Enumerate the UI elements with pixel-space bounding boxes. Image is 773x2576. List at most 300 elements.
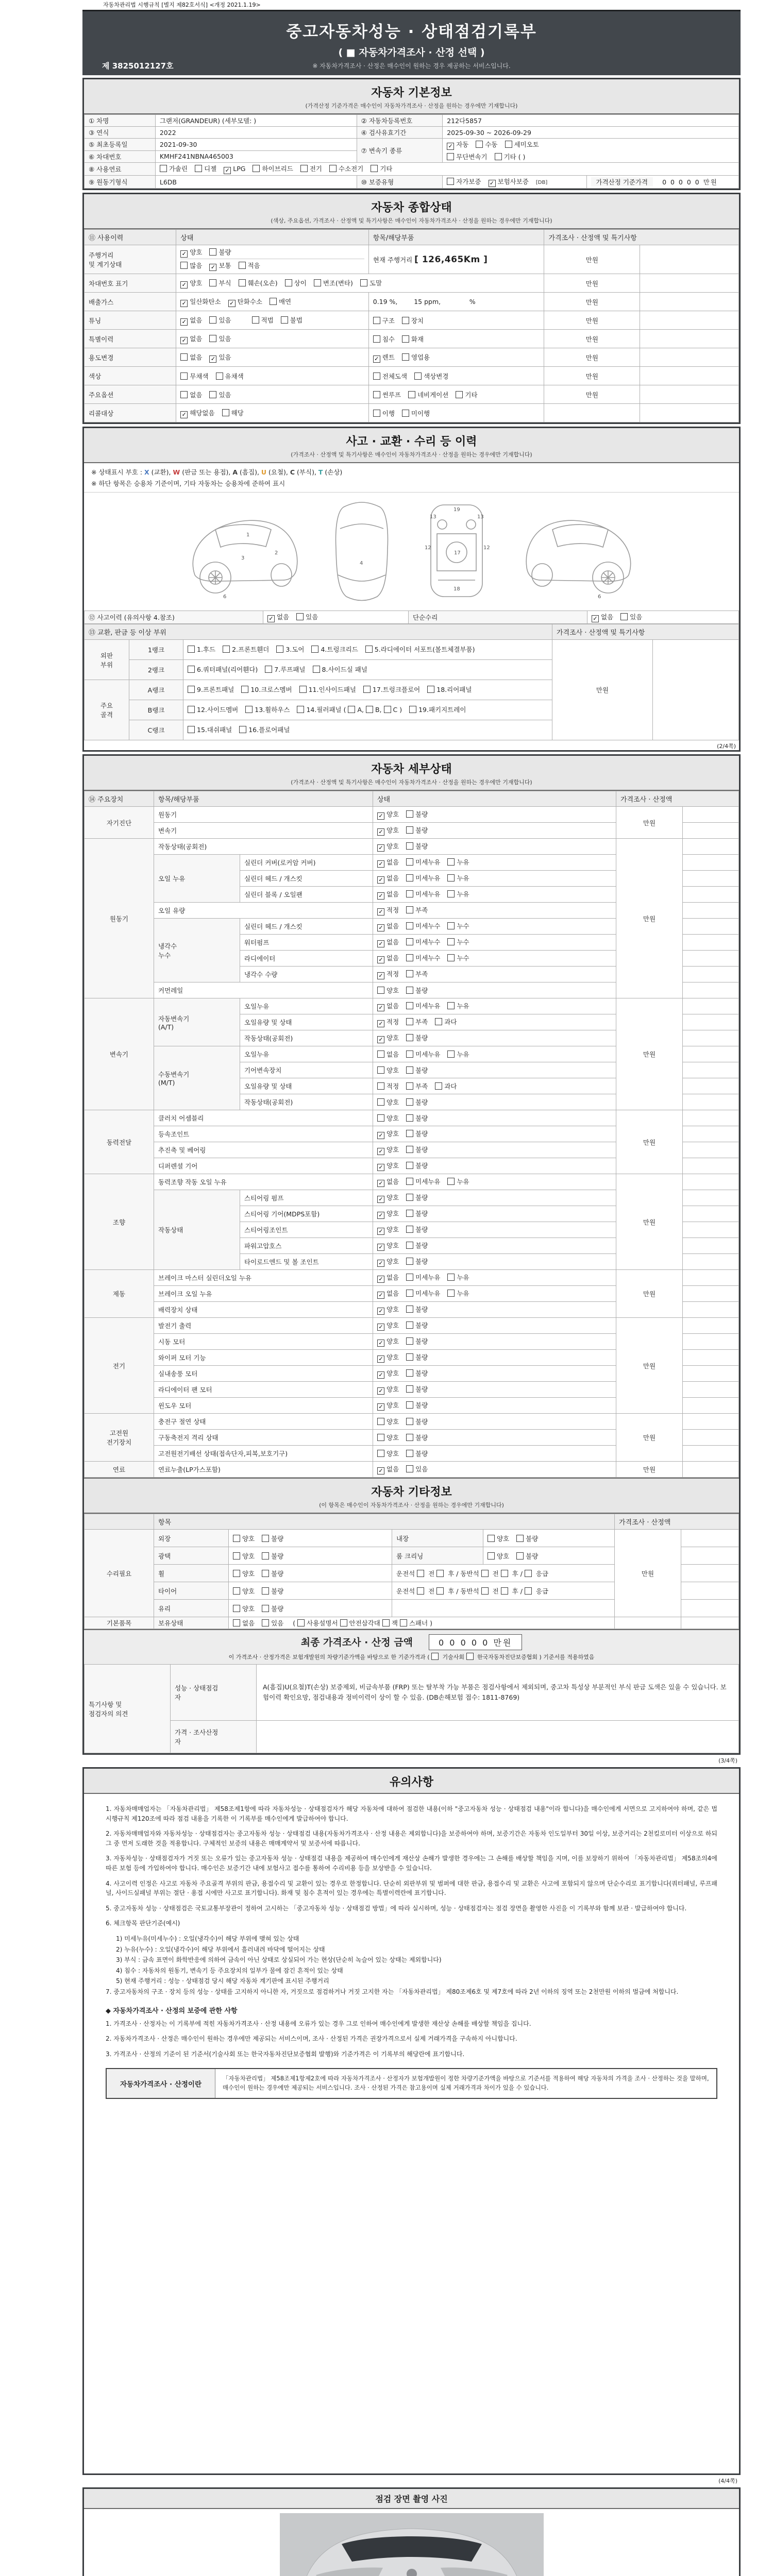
- checkbox-label: 양호: [497, 1552, 510, 1560]
- checkbox-label: 불량: [415, 1034, 428, 1042]
- checkbox-label: 양호: [386, 1210, 399, 1217]
- document-number: 제 3825012127호: [102, 61, 174, 71]
- checkbox[interactable]: [239, 279, 246, 286]
- checkbox[interactable]: [427, 686, 434, 693]
- checkbox[interactable]: [228, 300, 236, 307]
- checkbox-label: 없음: [386, 890, 399, 898]
- checkbox[interactable]: [233, 1552, 240, 1560]
- option-불량: [406, 1065, 428, 1075]
- checkbox[interactable]: [297, 706, 304, 713]
- checkbox-label: 양호: [386, 1385, 399, 1393]
- checkbox[interactable]: [377, 1114, 384, 1122]
- accident-history-section: [82, 427, 741, 752]
- checkbox[interactable]: [377, 876, 384, 884]
- checkbox[interactable]: [377, 1066, 384, 1074]
- checkbox[interactable]: [262, 1570, 269, 1577]
- table-row: 구동축전지 격리 상태 양호 불량: [85, 1430, 739, 1446]
- option-없음: [233, 1618, 255, 1628]
- status-code-legend: ※ 상태표시 부호 : X (교환), W (판금 또는 용접), A (흠집), U (요철), C (부식), T (손상) ※ 하단 항목은 승용차 기준이며, 기타 자동차는 승용차에 준하여 표시: [84, 463, 739, 493]
- option-양호: [488, 1551, 509, 1561]
- checkbox[interactable]: [188, 646, 195, 653]
- checkbox[interactable]: [406, 1082, 413, 1090]
- checkbox[interactable]: [373, 372, 380, 380]
- checkbox[interactable]: [285, 279, 292, 286]
- checkbox[interactable]: [233, 1587, 240, 1595]
- checkbox[interactable]: [216, 372, 223, 380]
- checkbox[interactable]: [233, 1619, 240, 1626]
- option-불량: [406, 841, 428, 851]
- checkbox[interactable]: [265, 666, 272, 673]
- checkbox[interactable]: [406, 1146, 413, 1153]
- checkbox[interactable]: [406, 1465, 413, 1472]
- checkbox[interactable]: [180, 411, 188, 418]
- checkbox[interactable]: [377, 1355, 384, 1363]
- checkbox[interactable]: [406, 1114, 413, 1122]
- option-누유: [447, 889, 469, 899]
- fuel-options: [155, 163, 738, 176]
- checkbox[interactable]: [223, 646, 230, 653]
- checkbox[interactable]: [406, 1242, 413, 1249]
- option-양호: [377, 1161, 399, 1171]
- checkbox-label: 불량: [271, 1569, 284, 1578]
- car-diagram-top: [326, 498, 398, 603]
- checkbox[interactable]: [402, 410, 409, 417]
- checkbox[interactable]: [377, 844, 384, 852]
- option-미세누유: [406, 1289, 440, 1298]
- checkbox[interactable]: [431, 1653, 439, 1660]
- checkbox[interactable]: [406, 842, 413, 850]
- checkbox[interactable]: [180, 372, 188, 380]
- checkbox[interactable]: [489, 180, 496, 187]
- checkbox[interactable]: [253, 165, 260, 172]
- option-불량: [406, 1241, 428, 1250]
- checkbox[interactable]: [245, 706, 253, 713]
- checkbox[interactable]: [406, 1290, 413, 1297]
- checkbox[interactable]: [377, 908, 384, 916]
- checkbox[interactable]: [620, 613, 628, 620]
- checkbox-label: 없음: [190, 391, 203, 399]
- checkbox[interactable]: [377, 1387, 384, 1395]
- checkbox[interactable]: [209, 355, 216, 363]
- checkbox[interactable]: [262, 1605, 269, 1612]
- checkbox[interactable]: [406, 1002, 413, 1009]
- svg-text:6: 6: [223, 594, 226, 600]
- checkbox[interactable]: [188, 666, 195, 673]
- option-LPG: [224, 165, 245, 174]
- checkbox[interactable]: [406, 1194, 413, 1201]
- table-row: 배력장치 상태 ✓ 양호 불량: [85, 1302, 739, 1318]
- option-양호: [377, 1033, 399, 1043]
- checkbox[interactable]: [373, 410, 380, 417]
- checkbox[interactable]: [476, 141, 483, 148]
- car-diagrams: [84, 493, 739, 611]
- checkbox[interactable]: [276, 646, 283, 653]
- checkbox[interactable]: [313, 666, 320, 673]
- checkbox[interactable]: [402, 353, 409, 361]
- checkbox[interactable]: [373, 391, 380, 398]
- checkbox[interactable]: [406, 1385, 413, 1393]
- checkbox-label: 양호: [386, 1130, 399, 1138]
- notice-item: 3) 부식 : 금속 표면이 화학반응에 의하여 금속이 아닌 상태로 상실되어 가는 현상(단순히 녹슬어 있는 상태는 제외합니다): [116, 1956, 442, 1964]
- checkbox[interactable]: [447, 1002, 455, 1009]
- checkbox[interactable]: [209, 264, 216, 271]
- checkbox[interactable]: [406, 1434, 413, 1441]
- table-row: 동력전달 클러치 어셈블리 양호 불량 만원: [85, 1110, 739, 1126]
- checkbox[interactable]: [296, 613, 304, 620]
- option-불량: [406, 1384, 428, 1394]
- checkbox[interactable]: [377, 956, 384, 963]
- option-불량: [406, 1320, 428, 1330]
- checkbox-label: 없음: [277, 613, 290, 621]
- checkbox[interactable]: [447, 1050, 455, 1058]
- checkbox[interactable]: [252, 316, 259, 324]
- checkbox[interactable]: [406, 1034, 413, 1041]
- checkbox[interactable]: [262, 1552, 269, 1560]
- table-row: 작동상태 스티어링 펌프 ✓ 양호 불량: [85, 1190, 739, 1206]
- checkbox[interactable]: [180, 300, 188, 307]
- checkbox[interactable]: [406, 890, 413, 897]
- option-누유: [447, 1001, 469, 1010]
- checkbox[interactable]: [505, 141, 512, 148]
- checkbox[interactable]: [447, 1290, 455, 1297]
- checkbox[interactable]: [270, 298, 277, 305]
- checkbox[interactable]: [377, 1004, 384, 1011]
- checkbox-label: 화재: [411, 335, 424, 343]
- checkbox[interactable]: [377, 1418, 384, 1425]
- checkbox[interactable]: [180, 281, 188, 289]
- checkbox-label: 부족: [415, 906, 428, 914]
- checkbox[interactable]: [402, 317, 409, 324]
- checkbox[interactable]: [435, 1018, 442, 1025]
- checkbox[interactable]: [406, 1130, 413, 1137]
- checkbox[interactable]: [180, 250, 188, 258]
- basic-info-note: (가격산정 기준가격은 매수인이 자동차가격조사 · 산정을 원하는 경우에만 기재합니다): [305, 103, 518, 109]
- checkbox[interactable]: [414, 372, 422, 380]
- checkbox-label: 불량: [415, 1194, 428, 1201]
- checkbox[interactable]: [377, 828, 384, 836]
- checkbox[interactable]: [406, 1098, 413, 1106]
- checkbox[interactable]: [377, 1276, 384, 1283]
- checkbox[interactable]: [447, 153, 454, 160]
- checkbox[interactable]: [195, 165, 202, 172]
- checkbox-label: 불량: [415, 1321, 428, 1329]
- checkbox[interactable]: [406, 1353, 413, 1361]
- checkbox[interactable]: [406, 1066, 413, 1074]
- checkbox[interactable]: [377, 1467, 384, 1475]
- checkbox[interactable]: [371, 165, 378, 172]
- checkbox[interactable]: [299, 686, 307, 693]
- option-미세누수: [406, 953, 440, 962]
- checkbox[interactable]: [373, 355, 380, 363]
- checkbox[interactable]: [406, 1321, 413, 1329]
- checkbox-label: 양호: [386, 1258, 399, 1265]
- checkbox[interactable]: [241, 686, 248, 693]
- checkbox-label: 불량: [415, 1353, 428, 1361]
- checkbox[interactable]: [209, 335, 216, 342]
- table-row: 추진축 및 베어링 ✓ 양호 불량: [85, 1142, 739, 1158]
- checkbox[interactable]: [406, 987, 413, 994]
- checkbox[interactable]: [456, 391, 463, 398]
- checkbox[interactable]: [363, 686, 371, 693]
- checkbox[interactable]: [377, 1292, 384, 1299]
- checkbox[interactable]: [377, 1308, 384, 1315]
- checkbox[interactable]: [495, 153, 502, 160]
- basic-info-section: [82, 78, 741, 190]
- final-price-value: 0 0 0 0 0 만원: [429, 1634, 522, 1650]
- option-색상변경: [414, 371, 448, 381]
- checkbox[interactable]: [377, 812, 384, 820]
- checkbox[interactable]: [406, 1258, 413, 1265]
- checkbox[interactable]: [188, 686, 195, 693]
- checkbox[interactable]: [262, 1619, 269, 1626]
- checkbox[interactable]: [406, 1226, 413, 1233]
- checkbox-label: 7.루프패널: [274, 666, 306, 674]
- checkbox[interactable]: [435, 1082, 442, 1090]
- checkbox[interactable]: [466, 1653, 474, 1660]
- checkbox-label: 불량: [271, 1552, 284, 1560]
- checkbox[interactable]: [406, 922, 413, 929]
- checkbox[interactable]: [314, 279, 321, 286]
- checkbox[interactable]: [406, 954, 413, 961]
- table-row: 실내송풍 모터 ✓ 양호 불량: [85, 1366, 739, 1382]
- checkbox[interactable]: [377, 1098, 384, 1106]
- checkbox[interactable]: [447, 858, 455, 866]
- checkbox[interactable]: [262, 1535, 269, 1542]
- checkbox[interactable]: [373, 317, 380, 324]
- checkbox[interactable]: [447, 938, 455, 945]
- checkbox-label: 기타: [380, 165, 393, 173]
- checkbox[interactable]: [180, 318, 188, 326]
- checkbox[interactable]: [406, 1369, 413, 1377]
- table-row: 특별이력 ✓ 없음 있음 침수 화재 만원: [85, 330, 739, 348]
- checkbox[interactable]: [377, 1340, 384, 1347]
- checkbox[interactable]: [233, 1535, 240, 1542]
- checkbox[interactable]: [209, 316, 216, 324]
- checkbox[interactable]: [160, 165, 167, 172]
- checkbox[interactable]: [377, 1434, 384, 1441]
- checkbox[interactable]: [406, 1178, 413, 1185]
- checkbox[interactable]: [365, 646, 373, 653]
- checkbox[interactable]: [224, 167, 231, 174]
- table-row: ⑨ 원동기형식 L6DB ⑩ 보증유형 자가보증 ✓ 보험사보증 [DB] 가격산정 기준가격 0 0 0 0 0 만원: [85, 176, 739, 189]
- checkbox[interactable]: [406, 1018, 413, 1025]
- checkbox[interactable]: [377, 1050, 384, 1058]
- checkbox[interactable]: [267, 615, 275, 622]
- checkbox[interactable]: [311, 646, 318, 653]
- checkbox[interactable]: [488, 1535, 495, 1542]
- option-세미오토: [505, 140, 539, 149]
- svg-text:12: 12: [424, 545, 431, 551]
- checkbox-label: 불량: [415, 1418, 428, 1426]
- checkbox[interactable]: [406, 810, 413, 818]
- checkbox[interactable]: [329, 165, 337, 172]
- checkbox[interactable]: [377, 892, 384, 900]
- checkbox[interactable]: [377, 924, 384, 931]
- checkbox-label: 렌트: [382, 353, 395, 361]
- checkbox-label: 불량: [271, 1534, 284, 1543]
- status-code: U: [261, 468, 267, 476]
- checkbox-label: LPG: [233, 165, 246, 173]
- table-row: B랭크 12.사이드멤버 13.휠하우스 14.필러패널 ( A, B, C ) 19.패키지트레이: [85, 700, 739, 720]
- checkbox-label: 미세누유: [415, 874, 441, 882]
- checkbox[interactable]: [233, 1605, 240, 1612]
- checkbox[interactable]: [516, 1535, 524, 1542]
- checkbox[interactable]: [377, 1164, 384, 1171]
- checkbox[interactable]: [447, 922, 455, 929]
- checkbox[interactable]: [406, 970, 413, 977]
- table-row: 기본품목 보유상태 없음 있음 ( 사용설명서 안전삼각대 잭 스패너 ): [85, 1617, 739, 1629]
- checkbox-label: 전체도색: [382, 372, 408, 380]
- option-일산화탄소: [180, 297, 221, 307]
- checkbox[interactable]: [262, 1587, 269, 1595]
- accident-options: [263, 611, 409, 624]
- checkbox-label: 양호: [386, 1418, 399, 1426]
- checkbox-label: 없음: [386, 1465, 399, 1473]
- checkbox-label: 적음: [247, 262, 260, 269]
- checkbox[interactable]: [406, 1450, 413, 1457]
- checkbox[interactable]: [377, 987, 384, 994]
- checkbox[interactable]: [447, 1178, 455, 1185]
- checkbox[interactable]: [239, 726, 246, 733]
- checkbox[interactable]: [447, 874, 455, 882]
- table-row: 파워고압호스 ✓ 양호 불량: [85, 1238, 739, 1254]
- table-row: C랭크 15.대쉬패널 16.플로어패널: [85, 720, 739, 740]
- checkbox-label: 있음: [219, 353, 231, 361]
- checkbox[interactable]: [377, 860, 384, 868]
- checkbox[interactable]: [377, 1196, 384, 1203]
- checkbox[interactable]: [406, 1401, 413, 1409]
- option-없음: [180, 334, 202, 344]
- checkbox[interactable]: [209, 279, 216, 286]
- checkbox[interactable]: [188, 706, 195, 713]
- checkbox[interactable]: [447, 954, 455, 961]
- checkbox-label: 양호: [497, 1534, 510, 1543]
- panel-rank-table: [84, 624, 739, 740]
- option-양호: [233, 1534, 255, 1543]
- checkbox[interactable]: [406, 938, 413, 945]
- table-row: 외판 부위 1랭크 1.후드 2.프론트휀더 3.도어 4.트렁크리드 5.라디에이터 서포트(볼트체결부품) 만원: [85, 640, 739, 660]
- option-불량: [406, 1257, 428, 1266]
- checkbox[interactable]: [406, 1306, 413, 1313]
- checkbox[interactable]: [406, 874, 413, 882]
- checkbox[interactable]: [180, 353, 188, 361]
- checkbox[interactable]: [447, 178, 454, 185]
- checkbox[interactable]: [516, 1552, 524, 1560]
- checkbox[interactable]: [406, 1210, 413, 1217]
- checkbox-label: 가솔린: [169, 165, 188, 173]
- checkbox[interactable]: [406, 1274, 413, 1281]
- checkbox[interactable]: [377, 1082, 384, 1090]
- option-불량: [406, 1400, 428, 1410]
- option-변조(변타): [314, 278, 353, 287]
- checkbox[interactable]: [406, 1162, 413, 1169]
- checkbox[interactable]: [281, 316, 288, 324]
- checkbox[interactable]: [406, 906, 413, 913]
- option-양호: [180, 278, 202, 289]
- checkbox[interactable]: [373, 335, 380, 343]
- checkbox[interactable]: [377, 1148, 384, 1155]
- checkbox[interactable]: [377, 1324, 384, 1331]
- basic-info-table: [84, 114, 739, 189]
- option-누유: [447, 1177, 469, 1186]
- checkbox[interactable]: [377, 1212, 384, 1219]
- table-row: 변속기 자동변속기 (A/T) 오일누유 ✓ 없음 미세누유 누유 만원: [85, 998, 739, 1014]
- option-1.후드: [188, 643, 215, 656]
- checkbox[interactable]: [377, 1244, 384, 1251]
- checkbox-label: 세미오토: [514, 141, 539, 148]
- checkbox[interactable]: [377, 1132, 384, 1139]
- checkbox[interactable]: [377, 1020, 384, 1027]
- checkbox[interactable]: [409, 706, 416, 713]
- option-있음: [209, 352, 231, 363]
- checkbox[interactable]: [377, 1450, 384, 1457]
- notice-item: 2) 누유(누수) : 오일(냉각수)이 해당 부위에서 흘러내려 바닥에 떨어지는 상태: [116, 1945, 325, 1953]
- option-전체도색: [373, 371, 407, 381]
- option-없음: [377, 1464, 399, 1475]
- option-불량: [262, 1534, 283, 1543]
- checkbox[interactable]: [402, 335, 409, 343]
- price-survey-definition-box: [106, 2068, 717, 2099]
- option-과다: [435, 1081, 457, 1091]
- checkbox[interactable]: [377, 1036, 384, 1043]
- option-양호: [377, 1193, 399, 1203]
- checkbox[interactable]: [209, 391, 216, 398]
- checkbox[interactable]: [180, 337, 188, 344]
- table-row: 유리 양호 불량: [85, 1600, 739, 1617]
- table-row: 오일유량 및 상태 적정 부족 과다: [85, 1078, 739, 1094]
- option-구조: [373, 316, 395, 325]
- checkbox[interactable]: [406, 826, 413, 834]
- option-불량: [406, 986, 428, 995]
- checkbox[interactable]: [447, 143, 454, 150]
- checkbox[interactable]: [592, 615, 599, 622]
- option-자가보증: [447, 177, 481, 186]
- checkbox[interactable]: [377, 1180, 384, 1187]
- checkbox-label: 적정: [386, 1018, 399, 1026]
- checkbox-label: 양호: [190, 279, 203, 287]
- checkbox[interactable]: [300, 165, 308, 172]
- checkbox[interactable]: [377, 1260, 384, 1267]
- checkbox-label: 누수: [457, 922, 469, 930]
- checkbox[interactable]: [447, 890, 455, 897]
- checkbox[interactable]: [360, 279, 367, 286]
- checkbox[interactable]: [447, 1274, 455, 1281]
- checkbox[interactable]: [239, 262, 246, 269]
- checkbox[interactable]: [406, 858, 413, 866]
- checkbox-label: 있음: [219, 334, 231, 343]
- checkbox[interactable]: [406, 1050, 413, 1058]
- checkbox[interactable]: [408, 391, 415, 398]
- checkbox[interactable]: [188, 726, 195, 733]
- checkbox[interactable]: [377, 1371, 384, 1379]
- checkbox[interactable]: [406, 1418, 413, 1425]
- checkbox[interactable]: [209, 248, 216, 256]
- checkbox[interactable]: [180, 391, 188, 398]
- checkbox[interactable]: [488, 1552, 495, 1560]
- checkbox[interactable]: [233, 1570, 240, 1577]
- checkbox[interactable]: [180, 262, 188, 269]
- checkbox[interactable]: [377, 1228, 384, 1235]
- checkbox[interactable]: [377, 1403, 384, 1411]
- checkbox[interactable]: [377, 972, 384, 979]
- option-없음: [377, 1289, 399, 1299]
- table-row: 등속조인트 ✓ 양호 불량: [85, 1126, 739, 1142]
- checkbox[interactable]: [406, 1337, 413, 1345]
- checkbox[interactable]: [222, 409, 229, 416]
- option-불량: [406, 1161, 428, 1170]
- checkbox-label: 보통: [219, 262, 231, 269]
- checkbox[interactable]: [377, 940, 384, 947]
